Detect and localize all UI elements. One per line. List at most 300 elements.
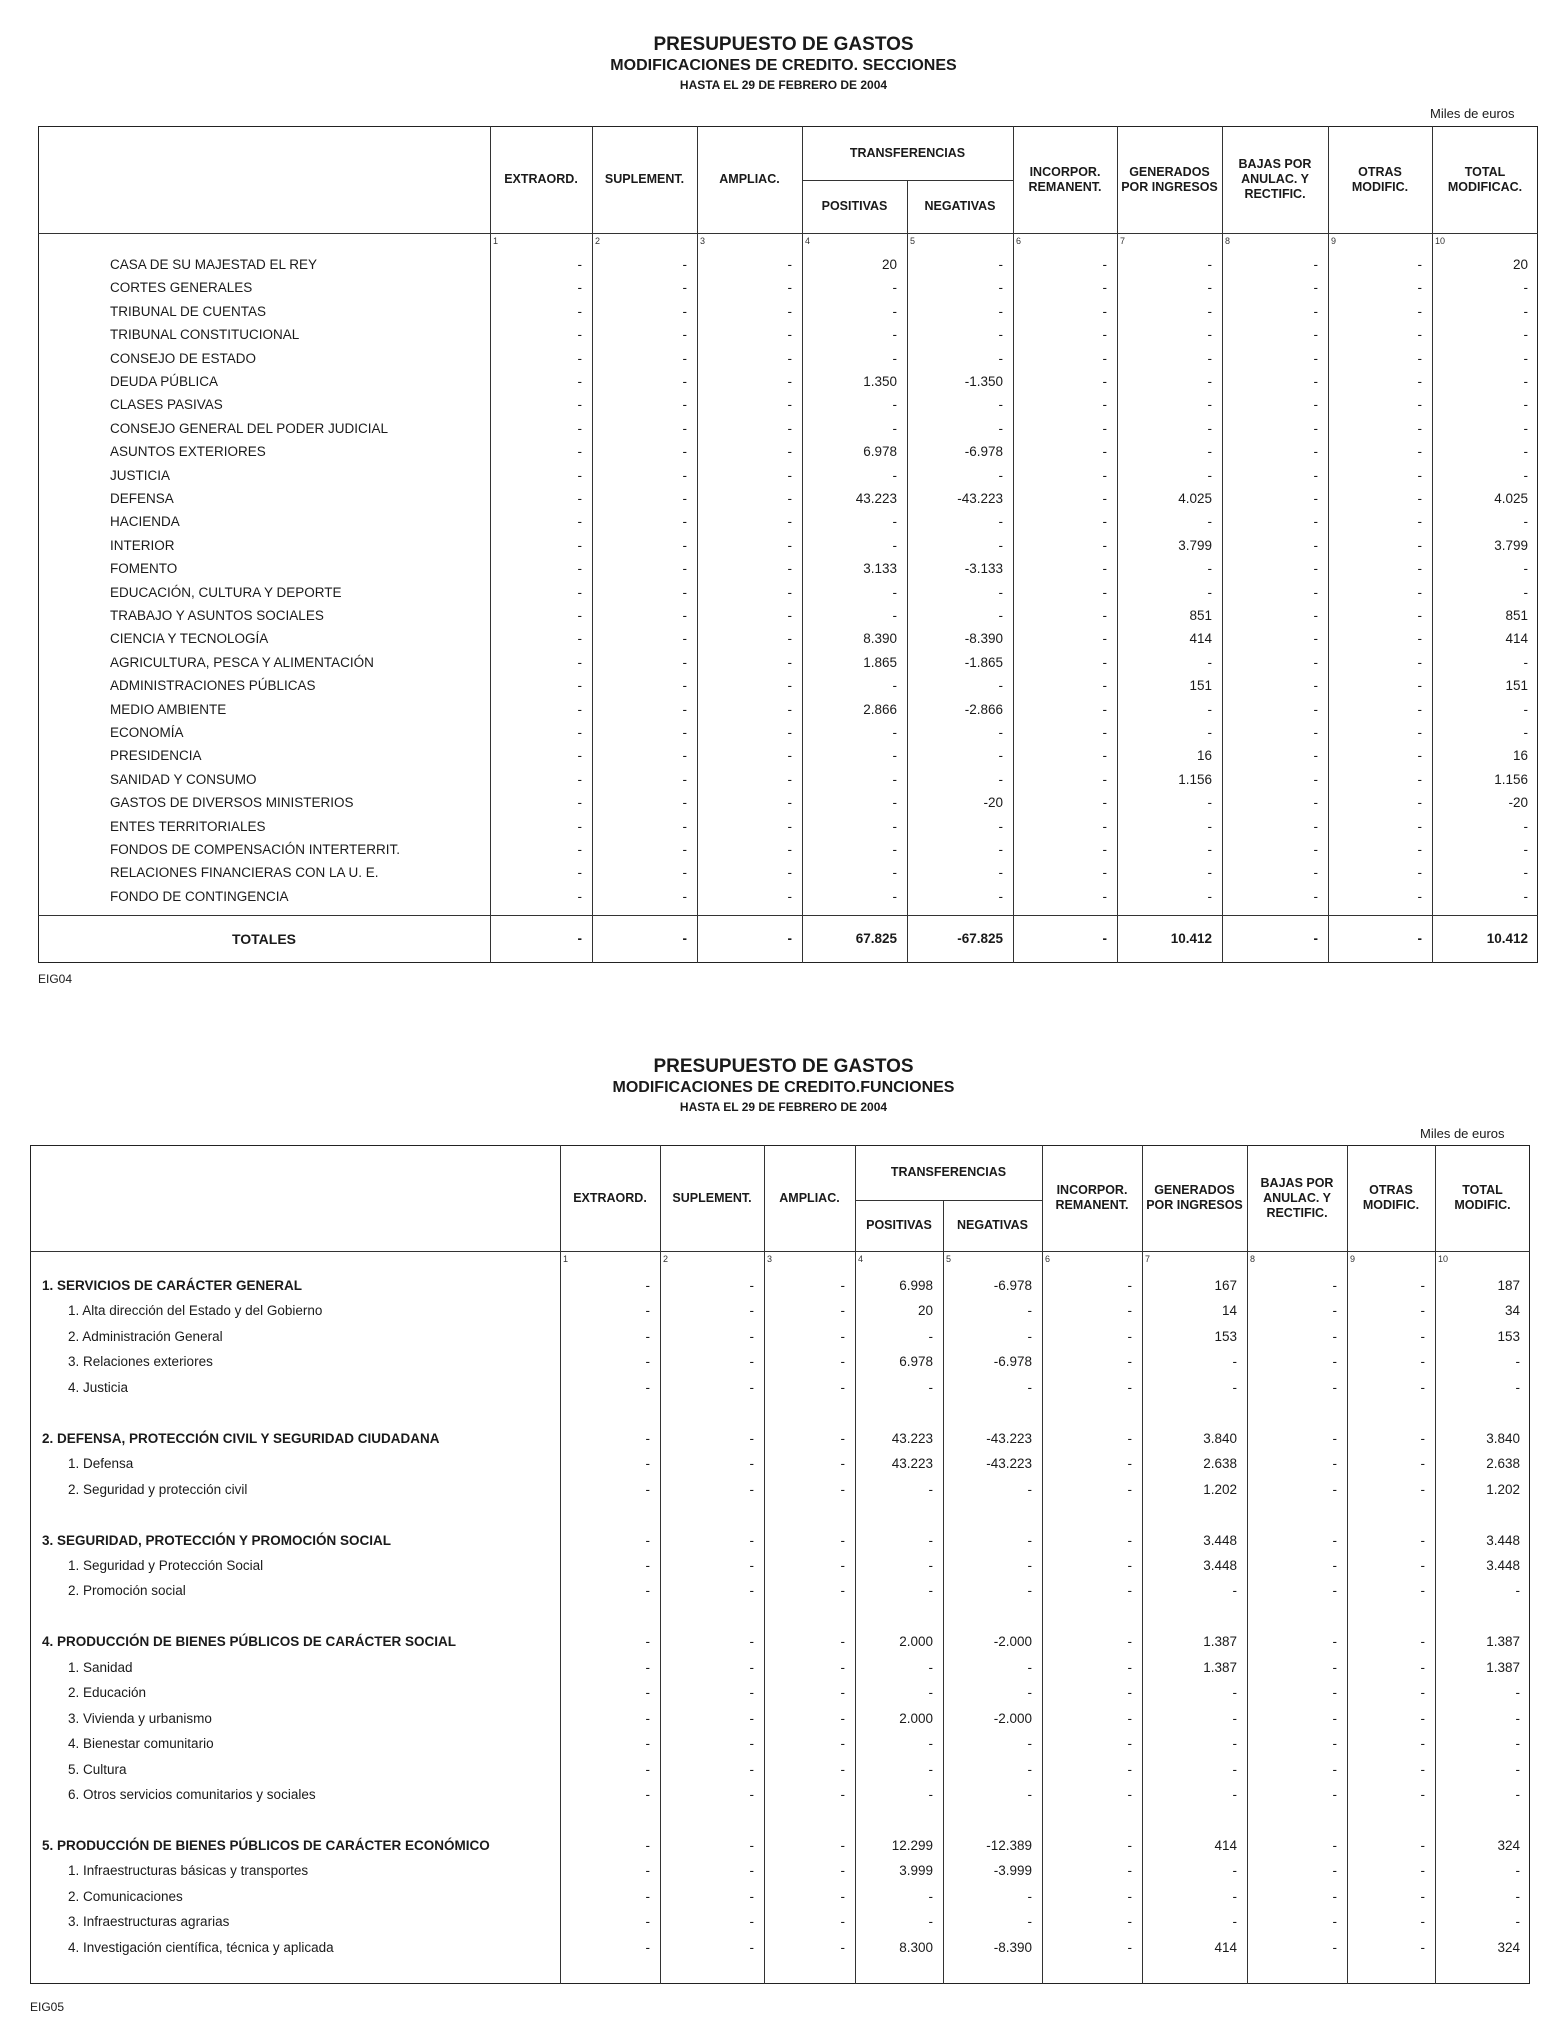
table-cell: - <box>1523 303 1528 319</box>
table-cell: - <box>577 631 582 647</box>
table-cell: - <box>1027 1557 1032 1573</box>
table-cell: - <box>928 1736 933 1752</box>
table-cell: - <box>1417 795 1422 811</box>
table-cell: - <box>749 1659 754 1675</box>
table-cell: - <box>1102 374 1107 389</box>
table-cell: - <box>998 257 1003 272</box>
table-cell: -2.000 <box>993 1634 1032 1650</box>
table-cell: - <box>1207 514 1212 530</box>
table-cell: -8.390 <box>993 1939 1032 1955</box>
table-cell: - <box>787 327 792 343</box>
table-cell: 153 <box>1497 1328 1520 1344</box>
table-cell: - <box>1207 584 1212 600</box>
table-cell: - <box>1127 1583 1132 1599</box>
table2-code: EIG05 <box>30 2000 65 2014</box>
table-cell: - <box>1523 514 1528 530</box>
table-cell: -8.390 <box>964 631 1003 647</box>
table-cell: - <box>787 865 792 881</box>
table-cell: - <box>682 280 687 296</box>
table-cell: - <box>1417 514 1422 530</box>
table-cell: - <box>1420 1787 1425 1802</box>
table-cell: - <box>682 350 687 366</box>
table-cell: - <box>1332 1557 1337 1573</box>
table-cell: 1.387 <box>1203 1659 1237 1675</box>
table-cell: - <box>1515 1710 1520 1726</box>
table-cell: - <box>1417 350 1422 366</box>
table-cell: - <box>1313 701 1318 717</box>
table-cell: - <box>1332 1583 1337 1599</box>
table-cell: - <box>1420 1761 1425 1777</box>
table-cell: - <box>1313 748 1318 764</box>
table-cell: - <box>1207 327 1212 343</box>
table-cell: - <box>1207 865 1212 881</box>
table-cell: - <box>1420 1328 1425 1344</box>
table-cell: - <box>1417 374 1422 389</box>
table-cell: - <box>1332 1328 1337 1344</box>
table-cell: - <box>682 654 687 670</box>
table-cell: - <box>1027 1379 1032 1395</box>
table-cell: - <box>1417 701 1422 717</box>
table-cell: -43.223 <box>957 491 1003 506</box>
table-cell: - <box>928 1685 933 1701</box>
table-cell: - <box>577 842 582 857</box>
table-cell: - <box>1232 1761 1237 1777</box>
table-cell: - <box>840 1278 845 1293</box>
table-cell: - <box>749 1583 754 1599</box>
table-cell: - <box>1420 1456 1425 1472</box>
table-cell: - <box>749 1278 754 1293</box>
table-cell: - <box>1027 1659 1032 1675</box>
row-label: 1. Seguridad y Protección Social <box>68 1557 264 1573</box>
table-cell: - <box>645 1863 650 1879</box>
table-cell: - <box>787 491 792 506</box>
table-cell: - <box>682 467 687 483</box>
totals-cell: - <box>1417 931 1422 946</box>
table-cell: - <box>749 1303 754 1319</box>
row-label: 1. Alta dirección del Estado y del Gobierno <box>68 1303 323 1319</box>
table-cell: - <box>645 1379 650 1395</box>
table-cell: 414 <box>1189 631 1212 647</box>
header-extraord: EXTRAORD. <box>573 1190 647 1205</box>
table1-code: EIG04 <box>38 972 73 986</box>
table-cell: - <box>1332 1863 1337 1879</box>
row-label: 4. Bienestar comunitario <box>68 1736 214 1752</box>
table-cell: - <box>1027 1583 1032 1599</box>
table-cell: - <box>1420 1278 1425 1293</box>
row-label: SANIDAD Y CONSUMO <box>110 771 257 787</box>
table-cell: - <box>1127 1837 1132 1853</box>
table-cell: - <box>1332 1634 1337 1650</box>
table-cell: - <box>892 280 897 296</box>
table-cell: - <box>1420 1532 1425 1548</box>
column-number: 5 <box>910 236 916 246</box>
header-ampliac: AMPLIAC. <box>719 172 780 186</box>
table-cell: 6.978 <box>899 1354 933 1370</box>
header-incorpor-remanent: INCORPOR. REMANENT. <box>1055 1183 1129 1212</box>
table-cell: - <box>1207 561 1212 577</box>
table1-title: PRESUPUESTO DE GASTOS <box>653 34 914 55</box>
row-label: 3. Infraestructuras agrarias <box>68 1914 230 1930</box>
table-cell: - <box>1313 374 1318 389</box>
table-cell: - <box>1420 1583 1425 1599</box>
table-cell: - <box>787 303 792 319</box>
table-cell: - <box>998 771 1003 787</box>
table-cell: 151 <box>1505 678 1528 694</box>
table-cell: - <box>1127 1532 1132 1548</box>
table-cell: - <box>577 678 582 694</box>
table-cell: 1.156 <box>1178 771 1212 787</box>
table-cell: 1.202 <box>1203 1481 1237 1497</box>
table-cell: - <box>1207 444 1212 460</box>
table-cell: - <box>1102 537 1107 553</box>
table-cell: - <box>682 842 687 857</box>
table-cell: - <box>1420 1430 1425 1446</box>
column-number: 4 <box>805 236 811 246</box>
table-cell: - <box>645 1837 650 1853</box>
table-cell: - <box>840 1761 845 1777</box>
table-cell: 1.387 <box>1486 1659 1520 1675</box>
table-cell: - <box>787 420 792 436</box>
row-label: CIENCIA Y TECNOLOGÍA <box>110 631 269 647</box>
table-cell: - <box>892 842 897 857</box>
table-cell: - <box>1420 1634 1425 1650</box>
table-cell: 1.387 <box>1486 1634 1520 1650</box>
table-cell: 16 <box>1512 748 1528 764</box>
table-cell: - <box>787 374 792 389</box>
totals-cell: - <box>1102 931 1107 946</box>
table-cell: - <box>1102 748 1107 764</box>
row-label: 4. Justicia <box>68 1379 129 1395</box>
row-label: 1. Infraestructuras básicas y transportes <box>68 1863 309 1879</box>
table-cell: - <box>1207 701 1212 717</box>
column-number: 2 <box>663 1254 669 1264</box>
totals-cell: - <box>787 931 792 946</box>
header-incorpor-remanent: INCORPOR. REMANENT. <box>1028 164 1102 194</box>
table-cell: - <box>840 1379 845 1395</box>
table-cell: - <box>1127 1787 1132 1802</box>
table-cell: - <box>840 1303 845 1319</box>
table-cell: - <box>1332 1481 1337 1497</box>
table-cell: 6.978 <box>863 444 897 460</box>
table-cell: - <box>840 1685 845 1701</box>
row-label: ECONOMÍA <box>110 725 184 740</box>
table-cell: - <box>1127 1939 1132 1955</box>
table-cell: - <box>787 397 792 413</box>
table-cell: -2.866 <box>964 701 1003 717</box>
table-cell: - <box>1417 257 1422 272</box>
table-cell: - <box>645 1557 650 1573</box>
table-cell: - <box>840 1736 845 1752</box>
table-cell: - <box>1102 842 1107 857</box>
table-cell: - <box>1417 561 1422 577</box>
table-cell: - <box>1523 420 1528 436</box>
table-cell: - <box>1420 1659 1425 1675</box>
table-cell: - <box>1420 1939 1425 1955</box>
table-cell: - <box>998 842 1003 857</box>
table-cell: - <box>1332 1456 1337 1472</box>
table-cell: - <box>1102 303 1107 319</box>
table-cell: - <box>1027 1787 1032 1802</box>
column-number: 9 <box>1331 236 1337 246</box>
table-cell: - <box>1417 654 1422 670</box>
table-cell: - <box>749 1863 754 1879</box>
table-cell: - <box>1523 350 1528 366</box>
table-cell: -43.223 <box>986 1456 1032 1472</box>
table-cell: 2.866 <box>863 701 897 717</box>
table-cell: - <box>645 1685 650 1701</box>
table-cell: - <box>1523 467 1528 483</box>
header-generados-por-ingresos: GENERADOS POR INGRESOS <box>1121 164 1218 194</box>
column-number: 3 <box>700 236 706 246</box>
header-negativas: NEGATIVAS <box>956 1218 1029 1232</box>
table-cell: - <box>787 350 792 366</box>
table-cell: - <box>577 350 582 366</box>
table-cell: - <box>1207 374 1212 389</box>
table-cell: 3.133 <box>863 561 897 577</box>
table-cell: - <box>928 1583 933 1599</box>
table-cell: - <box>645 1736 650 1752</box>
table-cell: - <box>1102 280 1107 296</box>
table-cell: - <box>1420 1685 1425 1701</box>
header-transferencias: TRANSFERENCIAS <box>890 1165 1007 1179</box>
table-cell: - <box>1027 1532 1032 1548</box>
table-cell: - <box>1332 1532 1337 1548</box>
table-cell: - <box>645 1278 650 1293</box>
table-cell: - <box>1102 350 1107 366</box>
table-cell: - <box>682 748 687 764</box>
table-cell: - <box>749 1761 754 1777</box>
table-cell: - <box>892 303 897 319</box>
row-label: ENTES TERRITORIALES <box>110 818 266 834</box>
table-cell: - <box>1102 818 1107 834</box>
table-cell: - <box>787 818 792 834</box>
row-label: CASA DE SU MAJESTAD EL REY <box>110 257 318 272</box>
table-cell: 1.387 <box>1203 1634 1237 1650</box>
table-cell: - <box>1027 1888 1032 1904</box>
table-cell: 3.799 <box>1494 537 1528 553</box>
table-cell: - <box>998 678 1003 694</box>
table-cell: - <box>749 1557 754 1573</box>
table-cell: - <box>645 1888 650 1904</box>
row-label: CONSEJO GENERAL DEL PODER JUDICIAL <box>110 420 389 436</box>
table-cell: - <box>1313 257 1318 272</box>
table-cell: - <box>1313 888 1318 904</box>
table-cell: - <box>1332 1354 1337 1370</box>
table-cell: - <box>1207 303 1212 319</box>
table-cell: 324 <box>1497 1939 1520 1955</box>
table-cell: - <box>928 1481 933 1497</box>
table-cell: - <box>1207 467 1212 483</box>
table-cell: - <box>577 467 582 483</box>
table-cell: - <box>1420 1354 1425 1370</box>
table-cell: - <box>1232 1354 1237 1370</box>
header-extraord: EXTRAORD. <box>504 172 578 186</box>
header-suplement: SUPLEMENT. <box>604 172 685 186</box>
table-cell: - <box>1417 327 1422 343</box>
table-cell: - <box>577 280 582 296</box>
table-cell: - <box>1102 888 1107 904</box>
table-cell: 851 <box>1505 608 1528 623</box>
column-number: 2 <box>595 236 601 246</box>
table-cell: - <box>577 444 582 460</box>
table-cell: - <box>1515 1787 1520 1802</box>
table2-date: HASTA EL 29 DE FEBRERO DE 2004 <box>679 1100 888 1114</box>
row-label: INTERIOR <box>110 537 175 553</box>
table-cell: - <box>1207 725 1212 740</box>
table-cell: - <box>682 888 687 904</box>
table-cell: - <box>1127 1328 1132 1344</box>
table-cell: - <box>892 888 897 904</box>
column-number: 10 <box>1435 236 1446 246</box>
table-cell: 43.223 <box>891 1430 933 1446</box>
table-cell: 2.000 <box>899 1634 933 1650</box>
table-cell: - <box>1420 1888 1425 1904</box>
table-cell: - <box>645 1787 650 1802</box>
table-cell: - <box>1417 771 1422 787</box>
header-divider <box>30 1251 1530 1252</box>
table-cell: - <box>1207 397 1212 413</box>
table-cell: -1.865 <box>964 654 1003 670</box>
row-label: 3. Vivienda y urbanismo <box>68 1710 212 1726</box>
table-cell: - <box>682 303 687 319</box>
table-cell: 20 <box>1512 257 1528 272</box>
row-label: 2. Seguridad y protección civil <box>68 1481 248 1497</box>
column-number: 4 <box>858 1254 864 1264</box>
table-cell: - <box>1332 1787 1337 1802</box>
table-cell: - <box>840 1430 845 1446</box>
table-cell: - <box>1027 1685 1032 1701</box>
row-label: 1. Sanidad <box>68 1659 133 1675</box>
table-cell: - <box>1027 1303 1032 1319</box>
table-cell: - <box>1313 584 1318 600</box>
table-cell: - <box>1207 420 1212 436</box>
table-cell: - <box>787 561 792 577</box>
table-cell: - <box>1232 1379 1237 1395</box>
table-cell: - <box>998 865 1003 881</box>
table-cell: - <box>682 444 687 460</box>
table-cell: - <box>577 303 582 319</box>
header-otras-modific: OTRAS MODIFIC. <box>1351 164 1409 194</box>
header-suplement: SUPLEMENT. <box>672 1190 752 1205</box>
row-label: CONSEJO DE ESTADO <box>110 350 257 366</box>
table-cell: - <box>682 795 687 811</box>
table-cell: - <box>577 748 582 764</box>
table-cell: - <box>1417 631 1422 647</box>
row-label: RELACIONES FINANCIERAS CON LA U. E. <box>110 865 379 881</box>
table-cell: - <box>928 1659 933 1675</box>
table-cell: - <box>682 374 687 389</box>
table-cell: - <box>577 888 582 904</box>
table-cell: - <box>749 1914 754 1930</box>
table-cell: - <box>1523 374 1528 389</box>
header-transferencias: TRANSFERENCIAS <box>849 145 966 160</box>
table-cell: - <box>1417 584 1422 600</box>
row-label: 2. Educación <box>68 1685 147 1701</box>
table-cell: 153 <box>1214 1328 1237 1344</box>
row-label: TRIBUNAL DE CUENTAS <box>110 303 267 319</box>
table-cell: - <box>787 280 792 296</box>
row-label: FONDOS DE COMPENSACIÓN INTERTERRIT. <box>110 842 401 857</box>
table-cell: - <box>682 327 687 343</box>
table-cell: - <box>645 1710 650 1726</box>
table-cell: - <box>1523 818 1528 834</box>
table-cell: - <box>787 584 792 600</box>
table-cell: - <box>1417 280 1422 296</box>
totals-label: TOTALES <box>231 931 297 947</box>
table-cell: - <box>1332 1430 1337 1446</box>
table-cell: - <box>840 1914 845 1930</box>
table-cell: - <box>682 584 687 600</box>
table-cell: - <box>1417 818 1422 834</box>
row-label: PRESIDENCIA <box>110 748 202 764</box>
table-cell: - <box>1102 444 1107 460</box>
table-cell: - <box>645 1583 650 1599</box>
table-cell: - <box>892 678 897 694</box>
table-cell: - <box>1232 1685 1237 1701</box>
table-cell: - <box>1127 1685 1132 1701</box>
table-cell: - <box>1332 1761 1337 1777</box>
column-number: 8 <box>1250 1254 1256 1264</box>
table-cell: - <box>1313 303 1318 319</box>
table-cell: - <box>1332 1939 1337 1955</box>
table-cell: - <box>577 795 582 811</box>
table-cell: - <box>682 608 687 623</box>
table-cell: - <box>1515 1583 1520 1599</box>
header-total-modificac: TOTAL MODIFICAC. <box>1447 164 1523 194</box>
table-cell: - <box>1515 1354 1520 1370</box>
table-cell: - <box>577 327 582 343</box>
table-cell: - <box>577 374 582 389</box>
table-cell: 43.223 <box>891 1456 933 1472</box>
column-number: 6 <box>1045 1254 1051 1264</box>
table-cell: - <box>1127 1557 1132 1573</box>
totals-cell: - <box>1313 931 1318 946</box>
table-cell: - <box>1420 1914 1425 1930</box>
table-cell: - <box>682 631 687 647</box>
table-cell: - <box>749 1481 754 1497</box>
table-cell: - <box>1515 1888 1520 1904</box>
table-cell: - <box>577 701 582 717</box>
table-cell: - <box>682 514 687 530</box>
table-cell: - <box>1102 795 1107 811</box>
table-cell: - <box>1027 1736 1032 1752</box>
table-cell: - <box>787 678 792 694</box>
table-cell: 414 <box>1505 631 1528 647</box>
header-ampliac: AMPLIAC. <box>779 1190 840 1205</box>
table-cell: - <box>749 1685 754 1701</box>
table-cell: 3.999 <box>899 1863 933 1879</box>
table-cell: - <box>1127 1888 1132 1904</box>
table-cell: - <box>998 420 1003 436</box>
table-cell: - <box>1207 257 1212 272</box>
table-cell: - <box>787 888 792 904</box>
table-cell: - <box>1207 842 1212 857</box>
table-cell: - <box>1417 748 1422 764</box>
table-cell: - <box>645 1303 650 1319</box>
column-number: 8 <box>1225 236 1231 246</box>
table-cell: - <box>1523 725 1528 740</box>
table-cell: - <box>1313 397 1318 413</box>
table-cell: - <box>998 888 1003 904</box>
table-cell: - <box>749 1939 754 1955</box>
table-cell: - <box>1420 1379 1425 1395</box>
table-cell: -3.133 <box>964 561 1003 577</box>
table-cell: 187 <box>1497 1278 1520 1293</box>
table-cell: - <box>749 1379 754 1395</box>
table-cell: - <box>787 701 792 717</box>
table-cell: - <box>1102 397 1107 413</box>
totals-cell: - <box>682 931 687 946</box>
